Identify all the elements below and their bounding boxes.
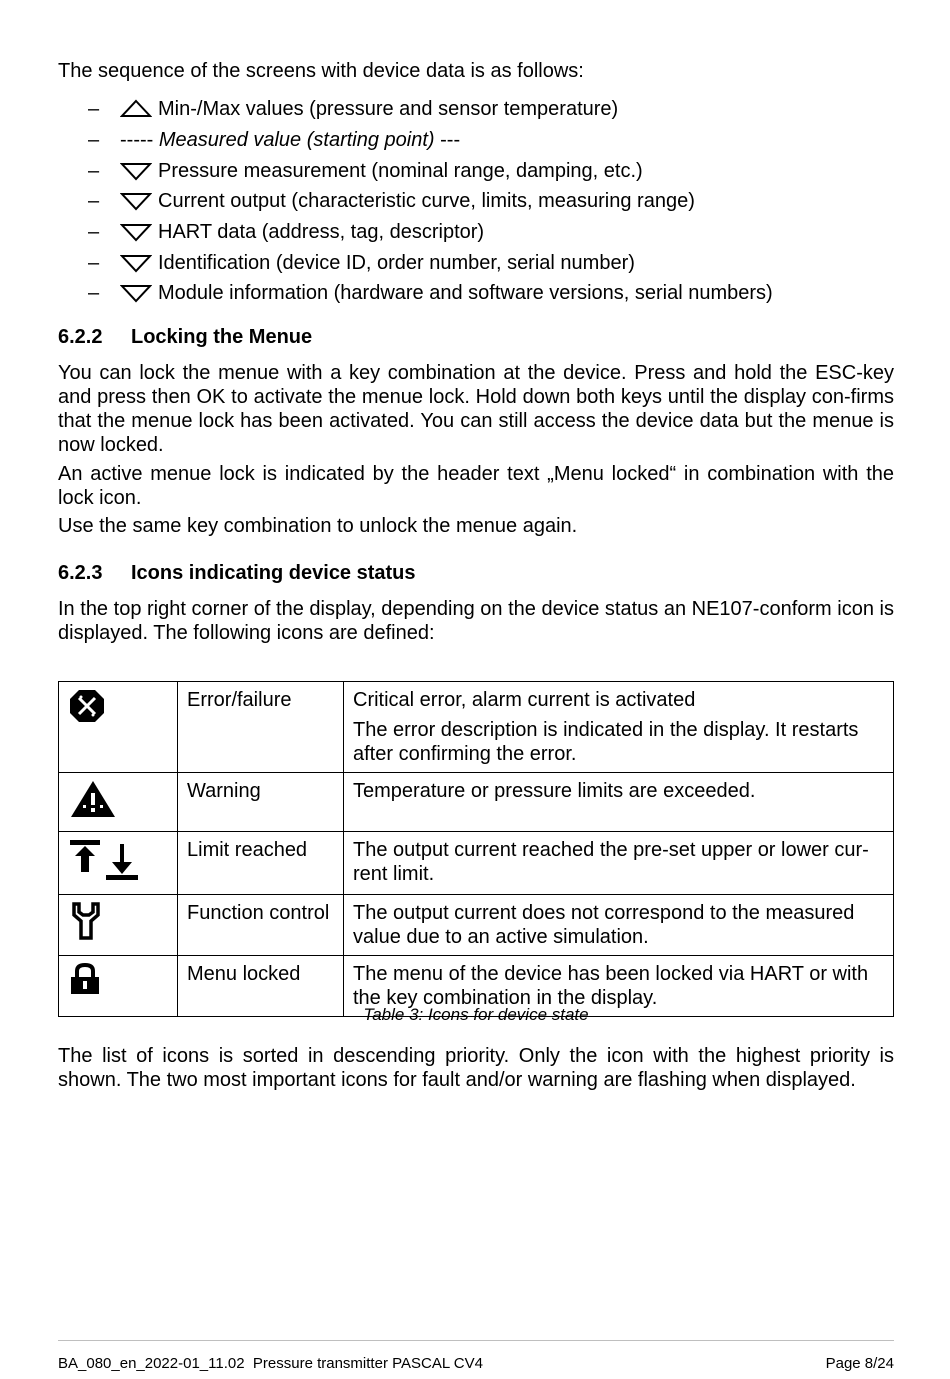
- paragraph: An active menue lock is indicated by the header text „Menu locked“ in combination with the lock icon.: [58, 463, 894, 509]
- triangle-down-icon: [120, 161, 152, 181]
- list-item: [58, 278, 773, 309]
- icon-cell: [59, 773, 178, 832]
- list-item-text: Identification (device ID, order number, serial number): [158, 251, 635, 274]
- list-item: [58, 217, 773, 248]
- table-row: [59, 895, 894, 956]
- icon-description: [344, 895, 894, 956]
- list-dash: –: [88, 282, 100, 305]
- error-failure-icon: [68, 707, 106, 729]
- list-item-italic: Measured value (starting point): [158, 129, 435, 152]
- list-dash: –: [88, 159, 100, 182]
- description-line: The error description is indicated in the display. It restarts after confirming the error.: [353, 719, 859, 765]
- warning-icon: [68, 802, 118, 824]
- footer-document-id: BA_080_en_2022-01_11.02 Pressure transmitter PASCAL CV4: [58, 1355, 483, 1372]
- section-heading-6-2-2: [58, 326, 312, 349]
- icon-description: [344, 832, 894, 895]
- function-control-icon: [68, 924, 104, 946]
- icon-cell: [59, 895, 178, 956]
- list-item: [58, 94, 773, 125]
- triangle-down-icon: [120, 222, 152, 242]
- description-line: The output current does not correspond to the measured value due to an active simulation.: [353, 902, 855, 948]
- list-item-text: HART data (address, tag, descriptor): [158, 221, 485, 244]
- icon-name: Error/failure: [178, 682, 344, 773]
- icon-description: [344, 682, 894, 773]
- list-item-suffix: ---: [440, 129, 461, 152]
- table-caption: Table 3: Icons for device state: [363, 1005, 589, 1024]
- icon-name: Limit reached: [178, 832, 344, 895]
- list-dash: –: [88, 190, 100, 213]
- list-item: [58, 125, 773, 156]
- description-line: The output current reached the pre-set upper or lower cur-rent limit.: [353, 839, 869, 885]
- list-item-text: Min-/Max values (pressure and sensor temperature): [158, 98, 619, 121]
- description-line: Critical error, alarm current is activated: [353, 689, 696, 711]
- list-item-text: Module information (hardware and software versions, serial numbers): [158, 282, 773, 305]
- closing-paragraph: The list of icons is sorted in descending priority. Only the icon with the highest priority is shown. The two most important icons for fault and/or warning are flashing when displayed.: [58, 1045, 894, 1091]
- triangle-up-icon: [120, 99, 152, 119]
- lock-icon: [68, 979, 102, 1001]
- footer-page-number: Page 8/24: [825, 1355, 894, 1372]
- section-heading-6-2-3: [58, 562, 416, 585]
- icon-name: Warning: [178, 773, 344, 832]
- paragraph: In the top right corner of the display, depending on the device status an NE107-conform icon is displayed. The following icons are defined:: [58, 598, 894, 644]
- footer-divider: [58, 1340, 894, 1341]
- triangle-down-icon: [120, 191, 152, 211]
- section-title: Icons indicating device status: [131, 562, 416, 584]
- description-line: Temperature or pressure limits are exceeded.: [353, 780, 756, 802]
- table-row: [59, 832, 894, 895]
- device-status-icons-table: [58, 681, 894, 1017]
- list-item-text: Current output (characteristic curve, limits, measuring range): [158, 190, 695, 213]
- intro-text: The sequence of the screens with device data is as follows:: [58, 60, 584, 82]
- section-number: 6.2.3: [58, 562, 103, 584]
- description-line: The menu of the device has been locked via HART or with the key combination in the display.: [353, 963, 869, 1009]
- list-dash: –: [88, 251, 100, 274]
- section-number: 6.2.2: [58, 326, 103, 348]
- limit-reached-icon: [68, 865, 140, 887]
- icon-cell: [59, 682, 178, 773]
- icon-cell: [59, 832, 178, 895]
- list-item: [58, 247, 773, 278]
- paragraph: You can lock the menue with a key combination at the device. Press and hold the ESC-key and press then OK to activate the menue lock. Hold down both keys until the display con-firms that the menue lock has been activated. You can still access the device data but the menue is now locked.: [58, 362, 894, 456]
- list-item: [58, 155, 773, 186]
- screen-sequence-list: [58, 94, 773, 309]
- list-item: [58, 186, 773, 217]
- icon-name: Function control: [178, 895, 344, 956]
- triangle-down-icon: [120, 253, 152, 273]
- icon-name: Menu locked: [178, 956, 344, 1017]
- list-item-text: Pressure measurement (nominal range, damping, etc.): [158, 159, 643, 182]
- list-dash: –: [88, 129, 100, 152]
- list-item-prefix: -----: [120, 129, 154, 152]
- list-dash: –: [88, 221, 100, 244]
- icon-description: [344, 773, 894, 832]
- table-row: [59, 682, 894, 773]
- paragraph: Use the same key combination to unlock the menue again.: [58, 515, 578, 537]
- table-row: [59, 773, 894, 832]
- triangle-down-icon: [120, 283, 152, 303]
- list-dash: –: [88, 98, 100, 121]
- section-title: Locking the Menue: [131, 326, 313, 348]
